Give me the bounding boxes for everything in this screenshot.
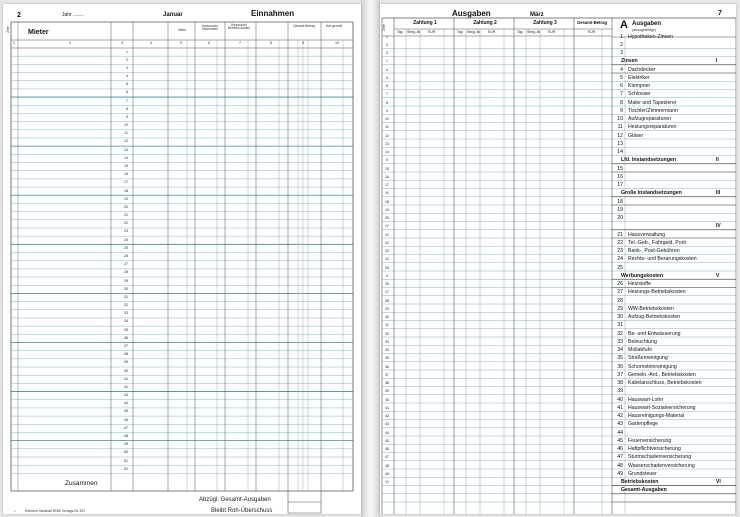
eur-subheader: EUR	[588, 30, 596, 34]
section-numeral: IV	[716, 223, 721, 230]
category-label: Gartenpflege	[628, 421, 658, 428]
column-number: 2	[69, 41, 71, 45]
row-number: VI	[385, 480, 389, 484]
row-number: 43	[124, 393, 128, 398]
category-label: Haftpflichtversicherung	[628, 446, 681, 452]
column-number: 1	[13, 41, 15, 45]
category-number: 35	[617, 355, 623, 362]
row-number: 6	[126, 90, 128, 95]
category-label: Maler und Tapezierer	[628, 99, 677, 106]
column-number: 6	[208, 41, 210, 45]
row-number: V	[385, 273, 389, 278]
category-label: Wasserschadenversicherung	[628, 462, 695, 469]
row-number: 20	[385, 216, 389, 220]
row-number: 48	[385, 463, 389, 468]
category-number: 3	[620, 50, 623, 56]
category-number: 32	[617, 330, 623, 337]
category-label: Grundsteuer	[628, 470, 657, 477]
tenant-header: Mieter	[28, 29, 49, 36]
category-label: Schornsteinreinigung	[628, 363, 677, 370]
section-heading: Betriebskosten	[621, 479, 659, 485]
category-number: 13	[617, 140, 623, 147]
gross-surplus-label: Bleibt Roh-Überschuss	[211, 508, 273, 514]
category-label: Beleuchtung	[628, 338, 657, 345]
row-number: 36	[385, 364, 389, 369]
row-number: 10	[124, 123, 128, 128]
row-number: 18	[124, 188, 128, 193]
category-number: 19	[617, 206, 623, 213]
category-number: 47	[617, 454, 623, 461]
row-number: 34	[124, 319, 128, 324]
row-column-label: Zeile	[6, 26, 10, 33]
row-number: 47	[124, 425, 128, 430]
total-amount-header: Gesamt-Betrag	[576, 20, 608, 25]
eur-subheader: EUR	[428, 30, 436, 34]
total-label: Zusammen	[65, 480, 98, 487]
category-label: Gläser	[628, 132, 644, 139]
row-number: 34	[385, 348, 389, 352]
section-heading: Große Instandsetzungen	[621, 190, 682, 197]
category-number: 6	[620, 83, 623, 89]
category-number: 45	[617, 437, 623, 444]
day-subheader: Tag	[457, 30, 463, 34]
category-label: Dachdecker	[628, 66, 656, 73]
category-number: 30	[617, 314, 623, 320]
row-number: 44	[385, 430, 389, 435]
category-number: 34	[617, 347, 623, 353]
page-number-right: 7	[718, 10, 722, 17]
category-number: 10	[617, 116, 623, 122]
category-number: 36	[617, 363, 623, 370]
row-number: 28	[124, 270, 128, 275]
category-number: 33	[617, 338, 623, 345]
category-number: 22	[617, 239, 623, 246]
row-number: 42	[124, 384, 128, 389]
row-number: III	[385, 191, 389, 196]
day-subheader: Tag	[517, 30, 523, 34]
row-number: 8	[386, 100, 388, 105]
row-number: 12	[385, 133, 389, 138]
category-label: Hauswart-Lohn	[628, 396, 664, 403]
category-label: Klempner	[628, 83, 651, 89]
heating-header: Vorauszahl. Heizkosten	[201, 24, 219, 32]
category-number: 37	[617, 371, 623, 378]
section-numeral: II	[716, 157, 719, 164]
row-number: 1	[126, 49, 128, 54]
payment-1-header: Zahlung 1	[413, 20, 437, 26]
category-number: 15	[617, 165, 623, 172]
row-number: 33	[385, 339, 389, 344]
category-number: 24	[617, 256, 623, 263]
column-number: 3	[121, 41, 123, 45]
deduct-expenses-label: Abzügl. Gesamt-Ausgaben	[199, 497, 271, 503]
category-label: Hausreinigungs-Material	[628, 413, 685, 419]
category-number: 41	[617, 404, 623, 411]
category-label: Aufzugreparaturen	[628, 116, 671, 122]
category-number: 39	[617, 388, 623, 395]
month-label-left: Januar	[163, 12, 183, 18]
category-number: 46	[617, 446, 623, 452]
category-number: 21	[617, 231, 623, 238]
category-letter: A	[620, 19, 628, 31]
row-number: 41	[385, 405, 389, 410]
row-number: 19	[385, 207, 389, 212]
day-subheader: Tag	[397, 30, 403, 34]
category-number: 28	[617, 297, 623, 304]
rent-header: Miete	[178, 28, 186, 32]
row-number: 21	[124, 213, 128, 218]
column-number: 8	[270, 41, 272, 45]
category-number: 43	[617, 421, 623, 428]
row-number: 48	[124, 433, 128, 438]
row-number: 47	[385, 455, 389, 460]
category-number: 11	[617, 124, 623, 131]
row-number: I	[386, 59, 388, 64]
row-number: 43	[385, 422, 389, 427]
total-header: Gesamt-Betrag	[293, 24, 315, 28]
category-label: Heizstoffe	[628, 281, 651, 287]
category-number: 38	[617, 380, 623, 386]
row-number: 13	[385, 141, 389, 146]
category-number: 40	[617, 396, 623, 403]
row-number: 49	[124, 442, 128, 447]
row-number: 40	[124, 368, 128, 373]
category-number: 4	[620, 66, 623, 73]
category-number: 2	[620, 41, 623, 48]
row-number: 38	[124, 352, 128, 357]
category-label: Aufzug-Betriebskosten	[628, 314, 681, 320]
category-label: Heizungsreparaturen	[628, 124, 677, 131]
category-number: 25	[617, 264, 623, 271]
row-number: 15	[124, 164, 128, 169]
income-title: Einnahmen	[251, 9, 295, 18]
row-number: 30	[385, 315, 389, 319]
category-number: 42	[617, 413, 623, 419]
column-number: 10	[335, 41, 339, 45]
category-number: 18	[617, 198, 623, 205]
column-number: 9	[302, 41, 304, 45]
category-label: Elektriker	[628, 74, 650, 81]
publisher-logo-icon: ⌂	[14, 509, 17, 513]
category-title: Ausgaben	[632, 21, 662, 27]
row-number: 7	[126, 98, 128, 103]
category-label: Hauswart-Sozialversicherung	[628, 404, 696, 411]
row-number: 29	[124, 278, 128, 283]
ref-subheader: Steig.-Nr.	[527, 30, 542, 34]
row-number: 16	[124, 172, 128, 177]
category-label: Straßenreinigung	[628, 355, 668, 362]
row-number: 24	[124, 237, 128, 242]
row-number: 28	[385, 298, 389, 303]
category-label: Schlosser	[628, 91, 651, 98]
category-label: Kabelanschluss, Betriebskosten	[628, 380, 702, 386]
income-page	[3, 4, 361, 514]
row-number: 18	[385, 199, 389, 204]
row-number: 8	[126, 106, 128, 111]
row-number: 10	[385, 117, 389, 121]
category-number: 12	[617, 132, 623, 139]
row-column-label-right: Zeile	[382, 24, 386, 31]
row-number: 45	[385, 438, 389, 443]
row-number: 26	[124, 254, 128, 258]
row-number: 33	[124, 311, 128, 316]
section-heading: Zinsen	[621, 58, 638, 65]
row-number: II	[386, 158, 388, 163]
category-number: 48	[617, 462, 623, 469]
row-number: 31	[385, 323, 389, 328]
row-number: 11	[385, 125, 389, 130]
row-number: 23	[385, 249, 389, 253]
row-number: 44	[124, 401, 128, 406]
ref-subheader: Steig.-Nr.	[467, 30, 482, 34]
section-heading: Werbungskosten	[621, 272, 663, 279]
category-label: Hypotheken-Zinsen	[628, 33, 673, 40]
category-label: Bank-, Post-Gebühren	[628, 248, 680, 254]
row-number: 35	[385, 356, 389, 361]
publisher-note: Reimers Haushalt RNW Verlags-Nr. 537	[25, 509, 86, 513]
category-number: 31	[617, 322, 623, 329]
category-number: 23	[617, 248, 623, 254]
row-number: 22	[124, 221, 128, 226]
category-label: Sturmschadenversicherung	[628, 454, 692, 461]
row-number: 21	[385, 232, 389, 237]
row-number: 24	[385, 257, 389, 262]
row-number: 17	[124, 180, 128, 185]
row-number: 25	[385, 265, 389, 270]
category-label: Be- und Entwässerung	[628, 330, 681, 337]
row-number: 27	[385, 290, 389, 295]
row-number: 7	[386, 92, 388, 97]
book-gutter	[361, 0, 380, 517]
row-number: 32	[124, 303, 128, 308]
row-number: 27	[124, 262, 128, 267]
category-subtitle: (abzugsfähige)	[632, 28, 656, 32]
section-numeral: III	[716, 190, 721, 197]
row-number: 15	[385, 166, 389, 171]
row-number: 4	[386, 67, 388, 72]
row-number: 2	[126, 57, 128, 62]
column-number: 5	[180, 41, 182, 45]
row-number: 39	[385, 389, 389, 394]
category-label: Gemein.-Ant., Betriebskosten	[628, 371, 696, 378]
row-number: 38	[385, 381, 389, 385]
category-label: Feuerversicherung	[628, 437, 672, 444]
row-number: 37	[385, 372, 389, 377]
expenses-title: Ausgaben	[452, 9, 491, 18]
row-number: 41	[124, 376, 128, 381]
category-number: 49	[617, 470, 623, 477]
category-number: 14	[617, 149, 623, 155]
row-number: 49	[385, 471, 389, 476]
category-label: Heizungs-Betriebskosten	[628, 289, 686, 296]
eur-subheader: EUR	[548, 30, 556, 34]
row-number: 52	[124, 466, 128, 471]
row-number: 11	[124, 131, 128, 136]
row-number: 5	[386, 75, 388, 80]
payment-3-header: Zahlung 3	[533, 20, 557, 26]
column-number: 7	[239, 41, 241, 45]
category-number: 20	[617, 215, 623, 221]
category-label: Müllabfuhr	[628, 347, 653, 353]
eur-subheader: EUR	[488, 30, 496, 34]
row-number: 46	[385, 447, 389, 451]
section-numeral: VI	[716, 479, 721, 485]
category-number: 7	[620, 91, 623, 98]
row-number: 46	[124, 417, 128, 422]
row-number: 29	[385, 306, 389, 311]
ref-subheader: Steig.-Nr.	[407, 30, 422, 34]
row-number: 3	[386, 51, 388, 55]
category-number: 27	[617, 289, 623, 296]
category-number: 44	[617, 429, 623, 436]
row-number: 37	[124, 343, 128, 348]
row-number: 22	[385, 240, 389, 245]
expenses-page	[380, 4, 736, 514]
operating-header: Vorauszahl. Betriebs-kosten	[227, 23, 251, 31]
paid-header: Hat gezahlt	[325, 24, 343, 28]
category-number: 16	[617, 173, 623, 180]
page-number-left: 2	[17, 12, 21, 19]
row-number: 39	[124, 360, 128, 365]
payment-2-header: Zahlung 2	[473, 20, 497, 26]
row-number: 40	[385, 397, 389, 402]
row-number: 51	[124, 458, 128, 463]
category-label: Tischler/Zimmermann	[628, 107, 678, 114]
row-number: 36	[124, 335, 128, 340]
row-number: 3	[126, 65, 128, 70]
row-number: 13	[124, 147, 128, 152]
row-number: 2	[386, 42, 388, 47]
row-number: 1	[386, 34, 388, 39]
category-label: Tel.-Geb., Fahrgeld, Porti	[628, 239, 686, 246]
category-label: Rechts- und Berarungskosten	[628, 256, 697, 263]
section-heading: Lfd. Instandsetzungen	[621, 157, 677, 164]
row-number: 4	[126, 74, 128, 79]
category-number: 26	[617, 281, 623, 287]
row-number: 14	[385, 150, 389, 154]
row-number: 25	[124, 245, 128, 250]
category-label: Hausverwaltung	[628, 231, 666, 238]
row-number: 14	[124, 155, 128, 160]
category-number: 9	[620, 107, 623, 114]
row-number: 9	[386, 108, 388, 113]
row-number: 19	[124, 196, 128, 201]
section-numeral: V	[716, 272, 720, 279]
row-number: 9	[126, 114, 128, 119]
row-number: 31	[124, 294, 128, 299]
section-heading: Gesamt-Ausgaben	[621, 487, 667, 494]
row-number: 32	[385, 331, 389, 336]
row-number: 5	[126, 82, 128, 87]
income-ledger-grid	[3, 4, 361, 514]
section-numeral: I	[716, 58, 718, 65]
row-number: 17	[385, 183, 389, 187]
row-number: 42	[385, 414, 389, 418]
row-number: 26	[385, 282, 389, 286]
row-number: 50	[124, 450, 128, 455]
category-number: 17	[617, 182, 623, 188]
row-number: 35	[124, 327, 128, 332]
row-number: IV	[385, 224, 389, 229]
row-number: 20	[124, 204, 128, 209]
category-number: 29	[617, 305, 623, 312]
category-number: 1	[620, 33, 623, 40]
row-number: 30	[124, 286, 128, 291]
row-number: 12	[124, 139, 128, 144]
category-label: WW-Betriebskosten	[628, 305, 674, 312]
row-number: 16	[385, 174, 389, 179]
row-number: 45	[124, 409, 128, 414]
month-label-right: März	[530, 12, 544, 18]
row-number: 6	[386, 84, 388, 88]
year-label: Jahr ........	[62, 12, 85, 18]
row-number: 23	[124, 229, 128, 234]
category-number: 5	[620, 74, 623, 81]
category-number: 8	[620, 99, 623, 106]
column-number: 4	[150, 41, 152, 45]
